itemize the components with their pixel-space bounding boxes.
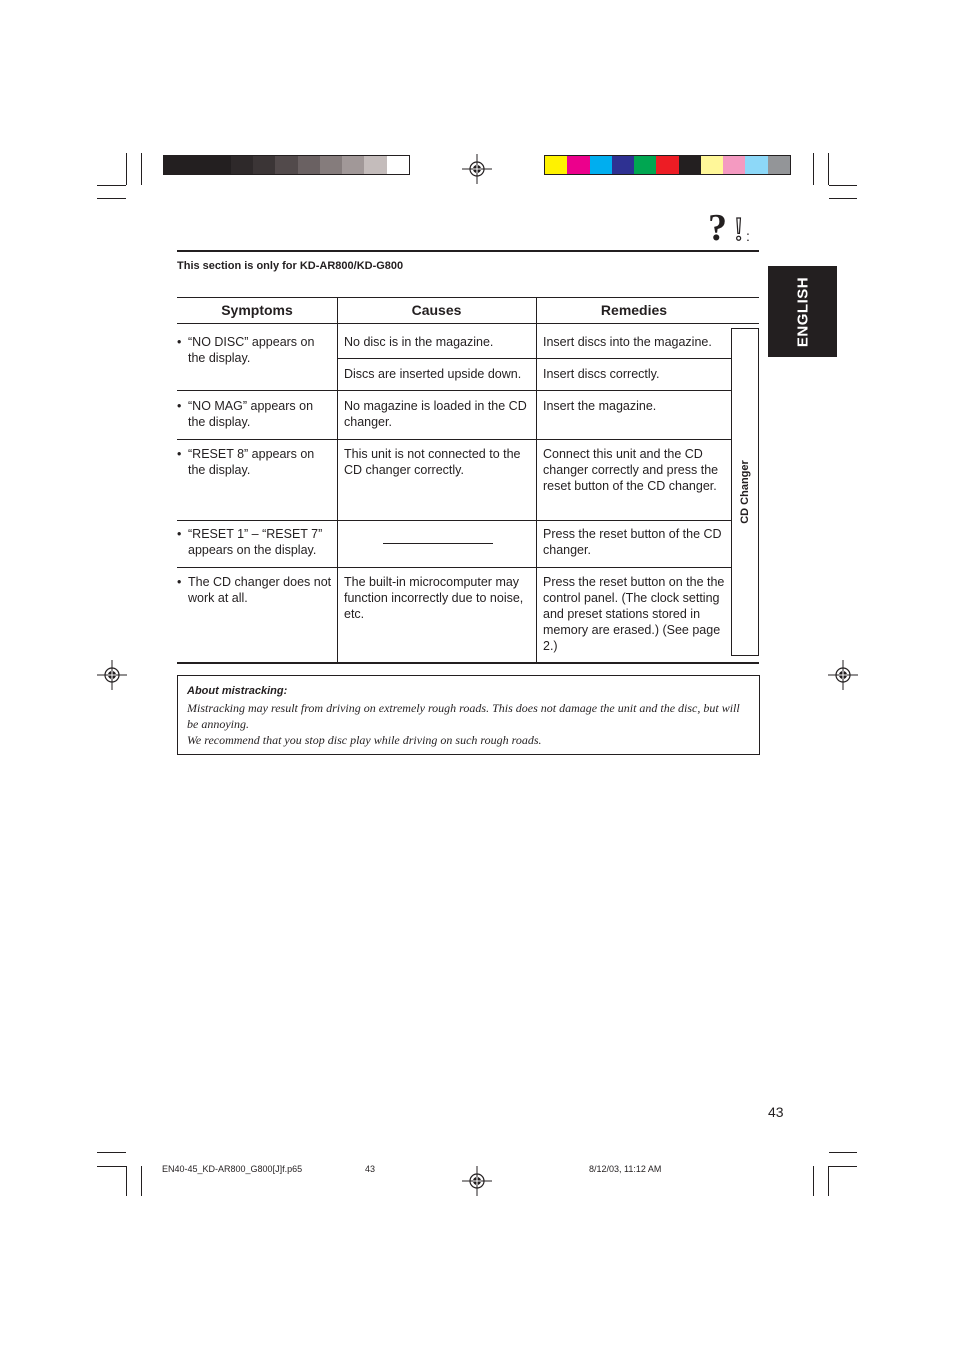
header-causes: Causes — [411, 302, 462, 318]
cause-cell: The built-in microcomputer may function incorrectly due to noise, etc. — [344, 575, 524, 621]
registration-mark-icon — [462, 154, 492, 184]
cause-cell: This unit is not connected to the CD changer correctly. — [344, 447, 521, 477]
language-tab — [768, 266, 837, 357]
row-divider — [177, 567, 731, 568]
grayscale-color-bar — [163, 155, 410, 175]
crop-mark — [97, 185, 126, 186]
remedy-cell: Insert discs correctly. — [543, 367, 660, 381]
footer-page: 43 — [365, 1164, 376, 1174]
table-bottom-rule — [177, 662, 759, 664]
symptom-cell: • The CD changer does not work at all. — [177, 574, 333, 606]
crop-mark — [126, 1166, 127, 1196]
remedy-cell: Insert discs into the magazine. — [543, 335, 712, 349]
row-divider — [177, 520, 731, 521]
crop-mark — [813, 1166, 814, 1196]
footer-filename: EN40-45_KD-AR800_G800[J]f.p65 — [162, 1164, 303, 1174]
mistracking-note — [177, 675, 760, 755]
cause-cell: No magazine is loaded in the CD changer. — [344, 399, 527, 429]
table-top-rule — [177, 297, 759, 298]
symptom-cell: • “RESET 1” – “RESET 7” appears on the display. — [177, 526, 338, 558]
crop-mark — [813, 153, 814, 185]
language-tab-label: ENGLISH — [794, 276, 811, 347]
svg-text:?: ? — [708, 208, 727, 244]
remedy-cell: Insert the magazine. — [543, 399, 657, 413]
row-divider — [177, 390, 731, 391]
cd-changer-side-label — [731, 328, 759, 656]
note-line: We recommend that you stop disc play while driving on such rough roads. — [187, 733, 542, 747]
crop-mark — [829, 198, 857, 199]
row-divider — [177, 439, 731, 440]
note-body — [187, 700, 747, 748]
symptom-cell: • “NO MAG” appears on the display. — [177, 398, 330, 430]
header-symptoms: Symptoms — [221, 302, 293, 318]
section-note: This section is only for KD-AR800/KD-G800 — [177, 260, 404, 272]
crop-mark — [126, 153, 127, 185]
symptom-cell: • “NO DISC” appears on the display. — [177, 334, 330, 366]
crop-mark — [829, 1152, 857, 1153]
svg-text:!: ! — [733, 211, 745, 244]
note-line: Mistracking may result from driving on extremely rough roads. This does not damage the unit and the disc, but will be annoying. — [187, 701, 740, 731]
crop-mark — [828, 1166, 829, 1196]
header-remedies: Remedies — [600, 302, 668, 318]
crop-mark — [829, 185, 857, 186]
remedy-cell: Press the reset button of the CD changer. — [543, 527, 722, 557]
side-label-text: CD Changer — [739, 460, 751, 524]
row-divider — [337, 358, 731, 359]
remedy-cell: Connect this unit and the CD changer correctly and press the reset button of the CD changer. — [543, 447, 719, 493]
header-rule — [177, 323, 759, 324]
svg-text::: : — [746, 228, 750, 244]
column-divider — [337, 297, 338, 663]
cause-cell: No disc is in the magazine. — [344, 335, 494, 349]
crop-mark — [141, 153, 142, 185]
cause-cell: Discs are inserted upside down. — [344, 367, 522, 381]
crop-mark — [97, 198, 126, 199]
crop-mark — [141, 1166, 142, 1196]
header-rule — [177, 250, 759, 252]
page-number: 43 — [768, 1104, 784, 1120]
registration-mark-icon — [828, 660, 858, 690]
crop-mark — [829, 1166, 857, 1167]
footer-timestamp: 8/12/03, 11:12 AM — [589, 1164, 662, 1174]
note-title: About mistracking: — [187, 685, 288, 697]
cmyk-color-bar — [544, 155, 791, 175]
question-exclamation-icon — [708, 208, 760, 244]
registration-mark-icon — [97, 660, 127, 690]
column-divider — [536, 297, 537, 663]
remedy-cell: Press the reset button on the the control panel. (The clock setting and preset stations stored in memory are erased.) (See page 2.) — [543, 575, 725, 653]
registration-mark-icon — [462, 1166, 492, 1196]
crop-mark — [828, 153, 829, 185]
symptom-cell: • “RESET 8” appears on the display. — [177, 446, 330, 478]
empty-cause-dash — [383, 543, 493, 544]
crop-mark — [97, 1166, 126, 1167]
crop-mark — [97, 1152, 126, 1153]
